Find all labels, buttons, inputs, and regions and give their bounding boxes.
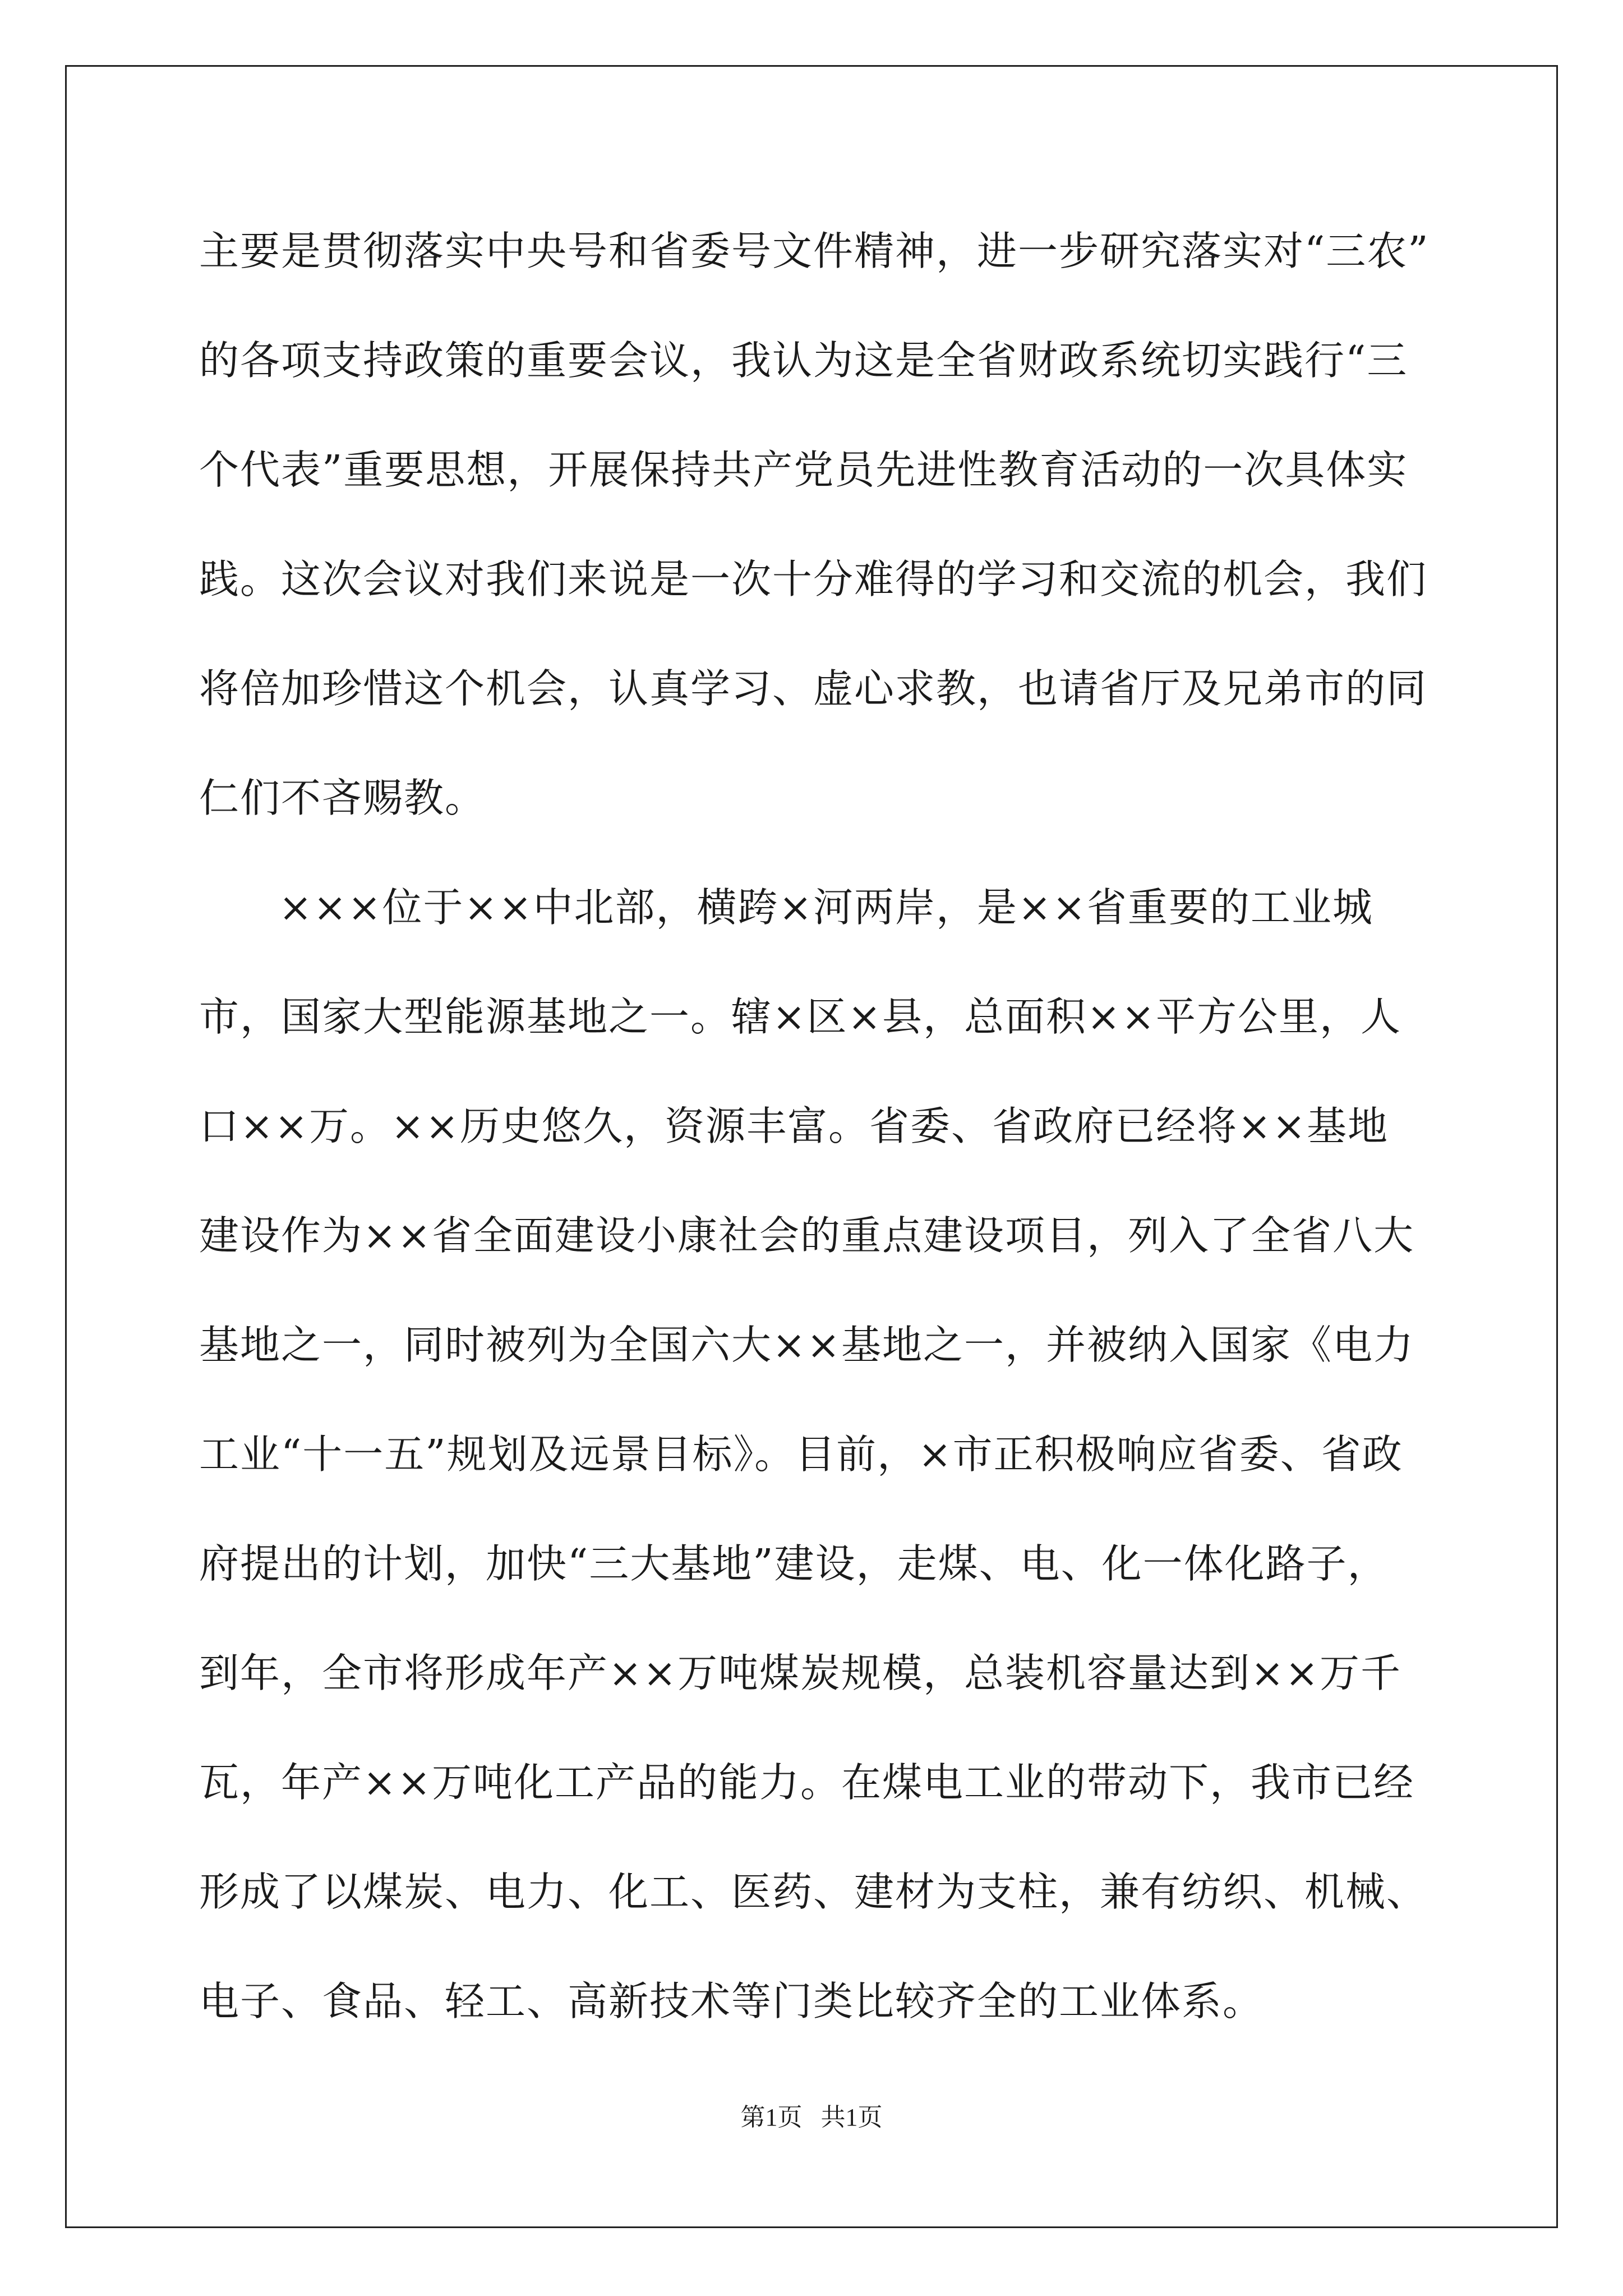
- paragraph-line: 主要是贯彻落实中央号和省委号文件精神，进一步研究落实对“三农”: [199, 228, 1430, 274]
- document-body: [199, 196, 1430, 2056]
- paragraph-line: 的各项支持政策的重要会议，我认为这是全省财政系统切实践行“三: [199, 337, 1408, 384]
- paragraph-line: 仁们不吝赐教。: [199, 775, 486, 821]
- paragraph-line: 口××万。××历史悠久，资源丰富。省委、省政府已经将××基地: [199, 1103, 1389, 1149]
- paragraph-line: 形成了以煤炭、电力、化工、医药、建材为支柱，兼有纺织、机械、: [199, 1869, 1428, 1915]
- paragraph-line: 践。这次会议对我们来说是一次十分难得的学习和交流的机会，我们: [199, 556, 1428, 602]
- page-number-footer: 第1页 共1页: [740, 2104, 883, 2131]
- paragraph-2: [199, 853, 1427, 2056]
- paragraph-line: 府提出的计划，加快“三大基地”建设，走煤、电、化一体化路子，: [199, 1540, 1389, 1587]
- paragraph-line: 市，国家大型能源基地之一。辖×区×县，总面积××平方公里，人: [199, 993, 1401, 1040]
- paragraph-line: 电子、食品、轻工、高新技术等门类比较齐全的工业体系。: [199, 1978, 1264, 2024]
- paragraph-line: 个代表”重要思想，开展保持共产党员先进性教育活动的一次具体实: [199, 447, 1408, 493]
- paragraph-line: 基地之一，同时被列为全国六大××基地之一，并被纳入国家《电力: [199, 1322, 1414, 1368]
- paragraph-line: 将倍加珍惜这个机会，认真学习、虚心求教，也请省厅及兄弟市的同: [199, 665, 1428, 712]
- paragraph-line: ×××位于××中北部，横跨×河两岸，是××省重要的工业城: [279, 884, 1373, 931]
- paragraph-line: 工业“十一五”规划及远景目标》。目前，×市正积极响应省委、省政: [199, 1431, 1403, 1478]
- paragraph-1: [199, 196, 1430, 853]
- paragraph-line: 到年，全市将形成年产××万吨煤炭规模，总装机容量达到××万千: [199, 1650, 1401, 1696]
- paragraph-line: 建设作为××省全面建设小康社会的重点建设项目，列入了全省八大: [199, 1212, 1414, 1259]
- paragraph-line: 瓦，年产××万吨化工产品的能力。在煤电工业的带动下，我市已经: [199, 1759, 1414, 1806]
